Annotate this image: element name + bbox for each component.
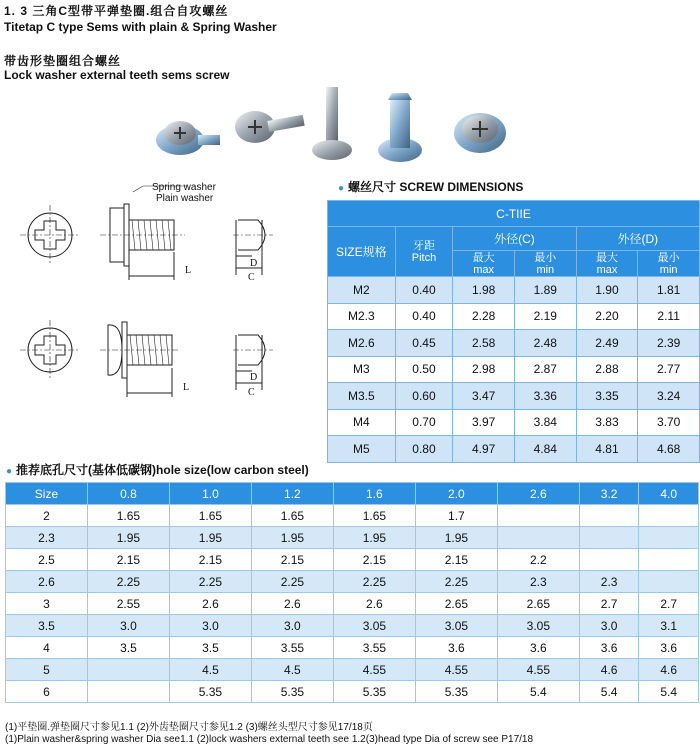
table-cell: 2.11 (638, 303, 700, 330)
dim-header-row-2 (328, 227, 700, 251)
table-cell (639, 505, 699, 527)
table-cell: 4.55 (333, 659, 415, 681)
table-cell: 3.55 (333, 637, 415, 659)
table-cell: 2.15 (251, 549, 333, 571)
c-max-en: max (473, 263, 495, 276)
table-cell: 3.0 (251, 615, 333, 637)
table-cell: 3.6 (639, 637, 699, 659)
screw-photo-2 (235, 111, 305, 143)
table-cell: 3.05 (415, 615, 497, 637)
table-cell (639, 571, 699, 593)
type-header: C-TIIE (328, 201, 700, 227)
table-row (328, 303, 700, 330)
table-cell: 4.55 (415, 659, 497, 681)
table-cell: 2.77 (638, 356, 700, 383)
table-cell: 3.70 (638, 409, 700, 436)
table-cell: 1.89 (514, 277, 576, 304)
table-row (328, 356, 700, 383)
table-cell (497, 505, 579, 527)
table-cell: 5.35 (169, 681, 251, 703)
table-cell: 2.25 (87, 571, 169, 593)
table-cell: 5.35 (333, 681, 415, 703)
d-min-cn: 最小 (657, 251, 680, 264)
table-header-row (6, 483, 699, 505)
notes-cn: (1)平垫圈.弹垫圈尺寸参见1.1 (2)外齿垫圈尺寸参见1.2 (3)螺丝头型尺寸参见17/18页 (5, 722, 373, 733)
table-cell: 3.6 (579, 637, 639, 659)
c-max-cn: 最大 (472, 251, 495, 264)
table-cell: 2.6 (333, 593, 415, 615)
table-row (328, 277, 700, 304)
title-en: Titetap C type Sems with plain & Spring Washer (4, 20, 277, 34)
table-cell: 4.81 (576, 436, 638, 463)
table-cell (87, 659, 169, 681)
table-cell: 6 (6, 681, 88, 703)
bullet-icon: ● (338, 183, 345, 194)
table-cell: 2 (6, 505, 88, 527)
screw-dimensions-title-text: 螺丝尺寸 SCREW DIMENSIONS (348, 180, 524, 194)
table-cell (579, 549, 639, 571)
d-max-cn: 最大 (595, 251, 618, 264)
table-cell: 4.68 (638, 436, 700, 463)
table-cell: 2.5 (6, 549, 88, 571)
table-cell: 1.95 (415, 527, 497, 549)
table-row (6, 659, 699, 681)
screw-dimensions-title (338, 178, 523, 195)
table-cell: 3.6 (497, 637, 579, 659)
screw-photo-4 (378, 93, 422, 162)
table-cell: 1.65 (333, 505, 415, 527)
label-d-1: D (250, 258, 258, 269)
table-row (6, 527, 699, 549)
table-cell: 2.6 (6, 571, 88, 593)
header-cell: 0.8 (87, 483, 169, 505)
table-cell: 4.84 (514, 436, 576, 463)
table-cell: 2.87 (514, 356, 576, 383)
label-spring-washer: Spring washer (152, 182, 216, 193)
table-cell: 2.15 (169, 549, 251, 571)
table-cell: M3.5 (328, 383, 396, 410)
dim-header-row-1 (328, 201, 700, 227)
table-row (328, 409, 700, 436)
header-cell: 2.0 (415, 483, 497, 505)
table-cell: 1.95 (87, 527, 169, 549)
table-cell (497, 527, 579, 549)
table-cell: 3.05 (497, 615, 579, 637)
table-cell: 5.4 (639, 681, 699, 703)
table-cell: 2.3 (6, 527, 88, 549)
table-cell: 1.65 (87, 505, 169, 527)
table-cell: 4.97 (453, 436, 515, 463)
table-row (6, 549, 699, 571)
table-cell: 3.97 (453, 409, 515, 436)
side-view-drawing-2 (100, 322, 180, 397)
label-c-1: C (248, 272, 255, 283)
header-cell: 1.2 (251, 483, 333, 505)
header-cell: 2.6 (497, 483, 579, 505)
label-d-2: D (250, 372, 258, 383)
table-row (6, 637, 699, 659)
c-min-cn: 最小 (534, 251, 557, 264)
table-cell (87, 681, 169, 703)
table-cell: 5.35 (415, 681, 497, 703)
table-cell: 2.3 (579, 571, 639, 593)
table-cell: M2 (328, 277, 396, 304)
header-cell: 4.0 (639, 483, 699, 505)
table-row (6, 571, 699, 593)
header-cell: 1.6 (333, 483, 415, 505)
table-cell: 5.4 (579, 681, 639, 703)
table-cell: 3.0 (169, 615, 251, 637)
screw-photo-3 (312, 87, 352, 160)
table-cell: 3.5 (87, 637, 169, 659)
table-cell: 2.15 (415, 549, 497, 571)
screw-photo-5 (454, 113, 506, 153)
header-cell: 1.0 (169, 483, 251, 505)
label-c-2: C (248, 387, 255, 398)
table-cell: 2.19 (514, 303, 576, 330)
pitch-header (395, 227, 453, 277)
table-cell: 3.05 (333, 615, 415, 637)
table-cell: 3.1 (639, 615, 699, 637)
table-cell: 4.6 (639, 659, 699, 681)
table-row (6, 681, 699, 703)
table-cell: 0.40 (395, 303, 453, 330)
table-cell: 4.55 (497, 659, 579, 681)
hole-size-table (5, 482, 699, 703)
table-cell: 1.65 (169, 505, 251, 527)
label-plain-washer: Plain washer (156, 193, 214, 204)
label-length-1: L (185, 265, 192, 276)
table-row (6, 505, 699, 527)
table-cell: 1.95 (333, 527, 415, 549)
table-cell: 3 (6, 593, 88, 615)
table-cell: 3.6 (415, 637, 497, 659)
outer-c-header: 外径(C) (453, 227, 576, 251)
table-row (6, 593, 699, 615)
table-cell: 2.15 (87, 549, 169, 571)
table-cell: 3.47 (453, 383, 515, 410)
table-cell: M2.3 (328, 303, 396, 330)
table-row (6, 615, 699, 637)
c-min-en: min (536, 263, 555, 276)
table-cell: 2.28 (453, 303, 515, 330)
table-cell: 2.65 (497, 593, 579, 615)
table-cell: M5 (328, 436, 396, 463)
table-cell: 3.0 (579, 615, 639, 637)
table-cell: 0.80 (395, 436, 453, 463)
table-cell: 0.50 (395, 356, 453, 383)
table-cell: 2.65 (415, 593, 497, 615)
table-cell: 3.84 (514, 409, 576, 436)
table-cell: 2.7 (579, 593, 639, 615)
table-row (328, 330, 700, 357)
table-cell: 2.7 (639, 593, 699, 615)
table-cell: 2.88 (576, 356, 638, 383)
pitch-header-en: Pitch (411, 251, 437, 264)
table-cell: 2.55 (87, 593, 169, 615)
table-cell: 0.40 (395, 277, 453, 304)
d-min-header (638, 251, 700, 277)
table-cell: 4.5 (251, 659, 333, 681)
d-max-en: max (596, 263, 618, 276)
table-cell (639, 549, 699, 571)
table-cell: 2.39 (638, 330, 700, 357)
table-cell: 3.5 (6, 615, 88, 637)
table-cell: 4.5 (169, 659, 251, 681)
header-cell: Size (6, 483, 88, 505)
table-cell: 1.7 (415, 505, 497, 527)
table-cell: 2.49 (576, 330, 638, 357)
table-cell: 2.25 (169, 571, 251, 593)
table-cell: 0.70 (395, 409, 453, 436)
table-cell: 3.5 (169, 637, 251, 659)
table-cell: M3 (328, 356, 396, 383)
c-max-header (453, 251, 515, 277)
table-cell: 1.95 (169, 527, 251, 549)
table-cell: 2.25 (333, 571, 415, 593)
table-cell: 0.60 (395, 383, 453, 410)
table-cell: 0.45 (395, 330, 453, 357)
table-cell: 4 (6, 637, 88, 659)
table-cell: 2.6 (169, 593, 251, 615)
top-view-drawing-2 (20, 320, 80, 380)
table-cell: 1.98 (453, 277, 515, 304)
table-cell: 3.24 (638, 383, 700, 410)
table-cell: M2.6 (328, 330, 396, 357)
table-cell: 3.36 (514, 383, 576, 410)
table-cell (639, 527, 699, 549)
header-cell: 3.2 (579, 483, 639, 505)
table-cell: 3.83 (576, 409, 638, 436)
table-cell: 2.3 (497, 571, 579, 593)
table-cell: 3.0 (87, 615, 169, 637)
table-cell: 2.25 (251, 571, 333, 593)
technical-drawings (0, 180, 325, 420)
table-cell: 1.81 (638, 277, 700, 304)
screw-dimensions-table (327, 200, 700, 463)
table-cell: 1.65 (251, 505, 333, 527)
size-header: SIZE规格 (328, 227, 396, 277)
bullet-icon: ● (6, 466, 13, 477)
c-min-header (514, 251, 576, 277)
notes-en: (1)Plain washer&spring washer Dia see1.1 (2)lock washers external teeth see 1.2(3)head type Dia of screw see P17/18 (5, 734, 534, 745)
top-view-drawing-1 (20, 205, 80, 265)
table-cell: 2.2 (497, 549, 579, 571)
table-cell: 2.58 (453, 330, 515, 357)
table-row (328, 383, 700, 410)
outer-d-header: 外径(D) (576, 227, 699, 251)
table-cell: 2.48 (514, 330, 576, 357)
table-cell: 2.20 (576, 303, 638, 330)
table-cell (579, 527, 639, 549)
subtitle-cn: 带齿形垫圈组合螺丝 (4, 54, 122, 68)
d-max-header (576, 251, 638, 277)
table-row (328, 436, 700, 463)
table-cell: 4.6 (579, 659, 639, 681)
table-cell: 2.25 (415, 571, 497, 593)
screw-photo-1 (156, 121, 220, 155)
table-cell: M4 (328, 409, 396, 436)
d-min-en: min (659, 263, 678, 276)
pitch-header-cn: 牙距 (412, 239, 435, 252)
table-cell: 1.90 (576, 277, 638, 304)
product-photos (150, 85, 520, 175)
label-length-2: L (183, 382, 190, 393)
table-cell: 2.6 (251, 593, 333, 615)
subtitle-en: Lock washer external teeth sems screw (4, 68, 230, 82)
table-cell: 5.4 (497, 681, 579, 703)
table-cell (579, 505, 639, 527)
table-cell: 2.15 (333, 549, 415, 571)
hole-size-title-text: 推荐底孔尺寸(基体低碳钢)hole size(low carbon steel) (16, 463, 309, 477)
table-cell: 5 (6, 659, 88, 681)
title-cn: 1. 3 三角C型带平弹垫圈.组合自攻螺丝 (4, 4, 229, 18)
hole-size-title (6, 461, 309, 478)
table-cell: 3.55 (251, 637, 333, 659)
table-cell: 1.95 (251, 527, 333, 549)
table-cell: 2.98 (453, 356, 515, 383)
table-cell: 5.35 (251, 681, 333, 703)
table-cell: 3.35 (576, 383, 638, 410)
